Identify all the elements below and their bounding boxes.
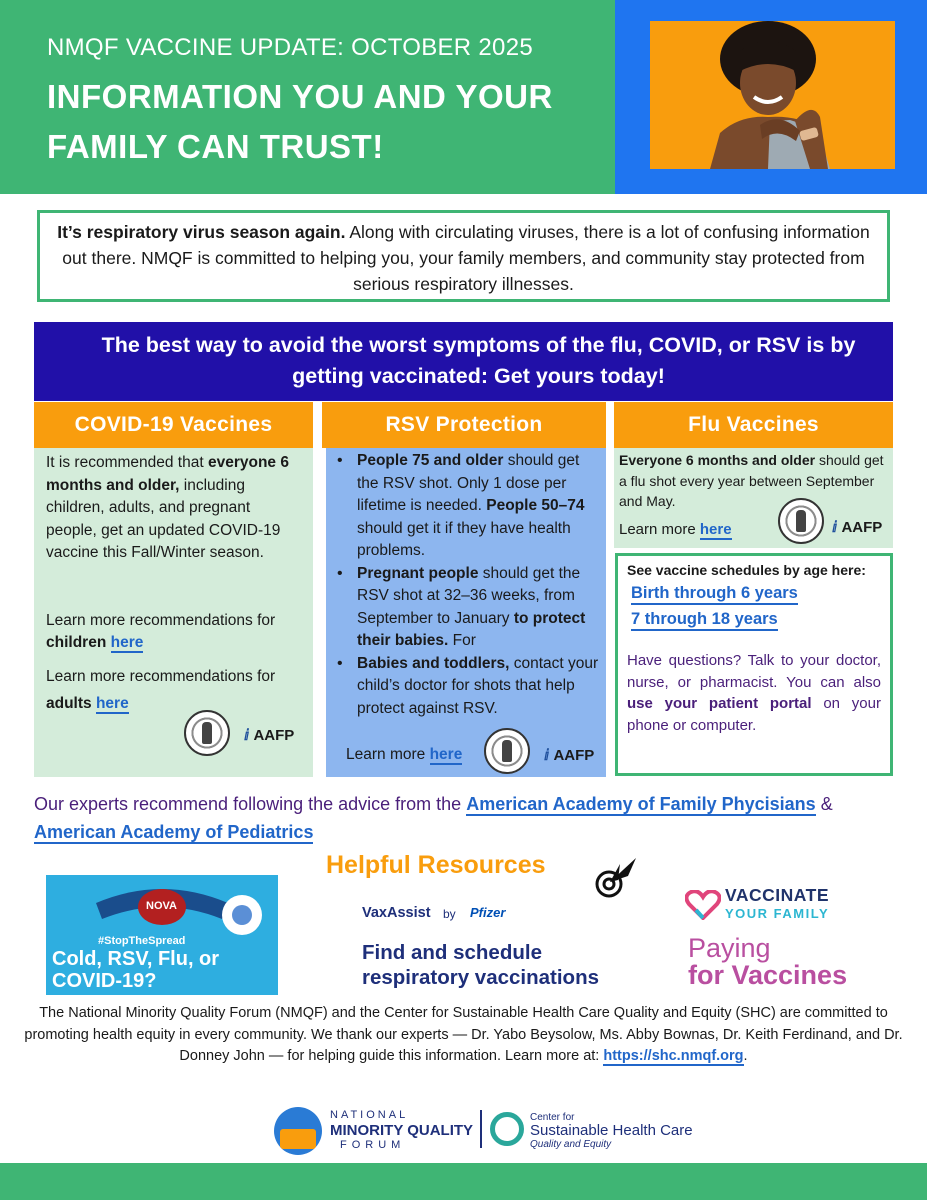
aafp-logo: ⅈ AAFP [244, 727, 295, 744]
click-target-icon [592, 854, 642, 899]
covid-text-1: It is recommended that [46, 454, 208, 471]
schedule-birth-6-link[interactable]: Birth through 6 years [631, 584, 798, 605]
adults-prefix: Learn more recommendations for [46, 667, 276, 685]
rsv-b2-text2: For [448, 632, 476, 649]
schedule-7-18-link[interactable]: 7 through 18 years [631, 610, 778, 631]
aafp-link[interactable]: American Academy of Family Phycisians [466, 794, 816, 814]
questions-a: Have questions? Talk to your doctor, nurse, or pharmacist. You can also [627, 652, 881, 691]
patient-portal: use your patient portal [627, 695, 812, 712]
aap-seal-icon [184, 710, 230, 756]
aap-seal-icon [484, 728, 530, 774]
aap-link[interactable]: American Academy of Pediatrics [34, 822, 314, 842]
rsv-b2-bold2: to protect their babies. [357, 609, 586, 649]
rsv-item-babies [332, 653, 600, 721]
flu-bold: Everyone 6 months and older [619, 452, 816, 468]
vaccinate-your-family-line2[interactable]: YOUR FAMILY [725, 906, 830, 921]
intro-lead: It’s respiratory virus season again. [57, 222, 346, 242]
bottom-bar [0, 1163, 927, 1200]
shc-logo-icon [490, 1112, 524, 1146]
covid-children-link[interactable]: here [110, 634, 144, 651]
update-line: NMQF VACCINE UPDATE: OCTOBER 2025 [47, 34, 533, 61]
schedules-box [615, 553, 893, 776]
shc-logo-line2: Sustainable Health Care [530, 1122, 693, 1139]
covid-panel [34, 448, 313, 777]
covid-recommendation [46, 452, 305, 565]
rsv-b1-text2: should get it if they have health problems. [357, 519, 571, 559]
aafp-label: AAFP [841, 519, 883, 536]
flu-learn-label: Learn more [619, 520, 700, 538]
footer-end: . [743, 1048, 748, 1064]
aap-seal-icon [778, 498, 824, 544]
footer-body: The National Minority Quality Forum (NMQF) and the Center for Sustainable Health Care Quality and Equity (SHC) are committed to promoting health equity in every community. We thank our experts — Dr. Yabo Beysolow, Ms. Abby Bownas, Dr. Keith Ferdinand, and Dr. Donney John — for helping guide this information. Learn more at: [24, 1005, 903, 1064]
covid-text-bold: everyone 6 months and older, [46, 454, 289, 494]
experts-text: Our experts recommend following the advice from the [34, 794, 467, 814]
pfizer-logo: Pfizer [470, 905, 506, 920]
adults-label: adults [46, 694, 92, 712]
covid-heading: COVID-19 Vaccines [34, 402, 313, 448]
resources-title: Helpful Resources [326, 851, 546, 879]
rsv-list [332, 450, 600, 720]
rsv-b1-bold: People 75 and older [357, 452, 504, 469]
rsv-b1-text: should get the RSV shot. Only 1 dose per lifetime is needed. [357, 452, 580, 514]
cold-rsv-flu-covid-resource[interactable] [46, 875, 278, 995]
flu-text: should get a flu shot every year between September and May. [619, 452, 884, 509]
covid-children-line [46, 610, 305, 655]
page-title: INFORMATION YOU AND YOUR FAMILY CAN TRUST! [47, 78, 553, 165]
rsv-item-pregnant [332, 563, 600, 653]
shc-url-link[interactable]: https://shc.nmqf.org [603, 1048, 744, 1064]
intro-box [37, 210, 890, 302]
children-prefix: Learn more recommendations for [46, 611, 276, 629]
aafp-label: AAFP [253, 727, 295, 744]
flu-heading: Flu Vaccines [614, 402, 893, 448]
heart-icon [685, 890, 721, 920]
rsv-learn-more [346, 744, 462, 767]
aafp-logo: ⅈ AAFP [832, 519, 883, 536]
experts-line [34, 790, 894, 846]
questions-c: on your phone or computer. [627, 695, 881, 734]
rsv-b3-text: contact your child’s doctor for shots that help protect against RSV. [357, 654, 599, 717]
shc-logo-line1: Center for [530, 1112, 575, 1123]
shc-logo-line3: Quality and Equity [530, 1139, 612, 1150]
vaxassist-by: by [443, 907, 456, 921]
rsv-b2-text: should get the RSV shot at 32–36 weeks, from September to January [357, 564, 581, 627]
rsv-b1-bold2: People 50–74 [486, 497, 585, 514]
rsv-learn-label: Learn more [346, 746, 430, 763]
flu-panel [614, 448, 893, 548]
nmqf-logo-line2: MINORITY QUALITY [330, 1122, 474, 1139]
vaccinate-your-family-line1[interactable]: VACCINATE [725, 885, 829, 905]
experts-amp: & [815, 794, 833, 814]
footer-text [20, 1003, 907, 1068]
flu-here-link[interactable]: here [699, 520, 732, 538]
vaxassist-brand[interactable]: VaxAssist [362, 905, 431, 921]
nmqf-logo-icon [274, 1107, 322, 1155]
rsv-heading: RSV Protection [322, 402, 606, 448]
cold-badge: NOVA [146, 900, 177, 912]
paying-line1: Paying [688, 933, 771, 963]
aafp-logo: ⅈ AAFP [544, 747, 595, 764]
children-label: children [46, 634, 107, 651]
nmqf-logo-line1: NATIONAL [330, 1109, 409, 1121]
covid-text-2: including children, adults, and pregnant people, get an updated COVID-19 vaccine this Fall/Winter season. [46, 476, 281, 561]
covid-adults-line [46, 663, 305, 717]
logo-divider [480, 1110, 482, 1148]
rsv-b2-bold: Pregnant people [357, 564, 479, 582]
vaxassist-tagline[interactable]: Find and schedule respiratory vaccinations [362, 941, 599, 989]
nmqf-logo-line3: FORUM [340, 1139, 406, 1151]
covid-adults-link[interactable]: here [95, 694, 129, 712]
paying-for-vaccines[interactable] [688, 935, 878, 989]
intro-text: Along with circulating viruses, there is a lot of confusing information out there. NMQF is committed to helping you, your family members, and community stay protected from serious respiratory illnesses. [62, 222, 870, 294]
cold-text: Cold, RSV, Flu, or COVID-19? [52, 948, 220, 992]
header [0, 0, 927, 194]
vaccination-banner: The best way to avoid the worst symptoms of the flu, COVID, or RSV is by getting vaccinated: Get yours today! [34, 322, 893, 401]
rsv-item-adults [332, 450, 600, 563]
rsv-b3-bold: Babies and toddlers, [357, 654, 510, 672]
header-photo [650, 21, 895, 169]
aafp-label: AAFP [553, 747, 595, 764]
paying-line2: for Vaccines [688, 960, 848, 990]
rsv-here-link[interactable]: here [429, 746, 463, 763]
rsv-panel [326, 448, 606, 777]
flu-recommendation [619, 450, 887, 512]
cold-hashtag: #StopTheSpread [98, 935, 186, 947]
schedules-title: See vaccine schedules by age here: [627, 562, 866, 578]
questions-text [627, 650, 881, 736]
